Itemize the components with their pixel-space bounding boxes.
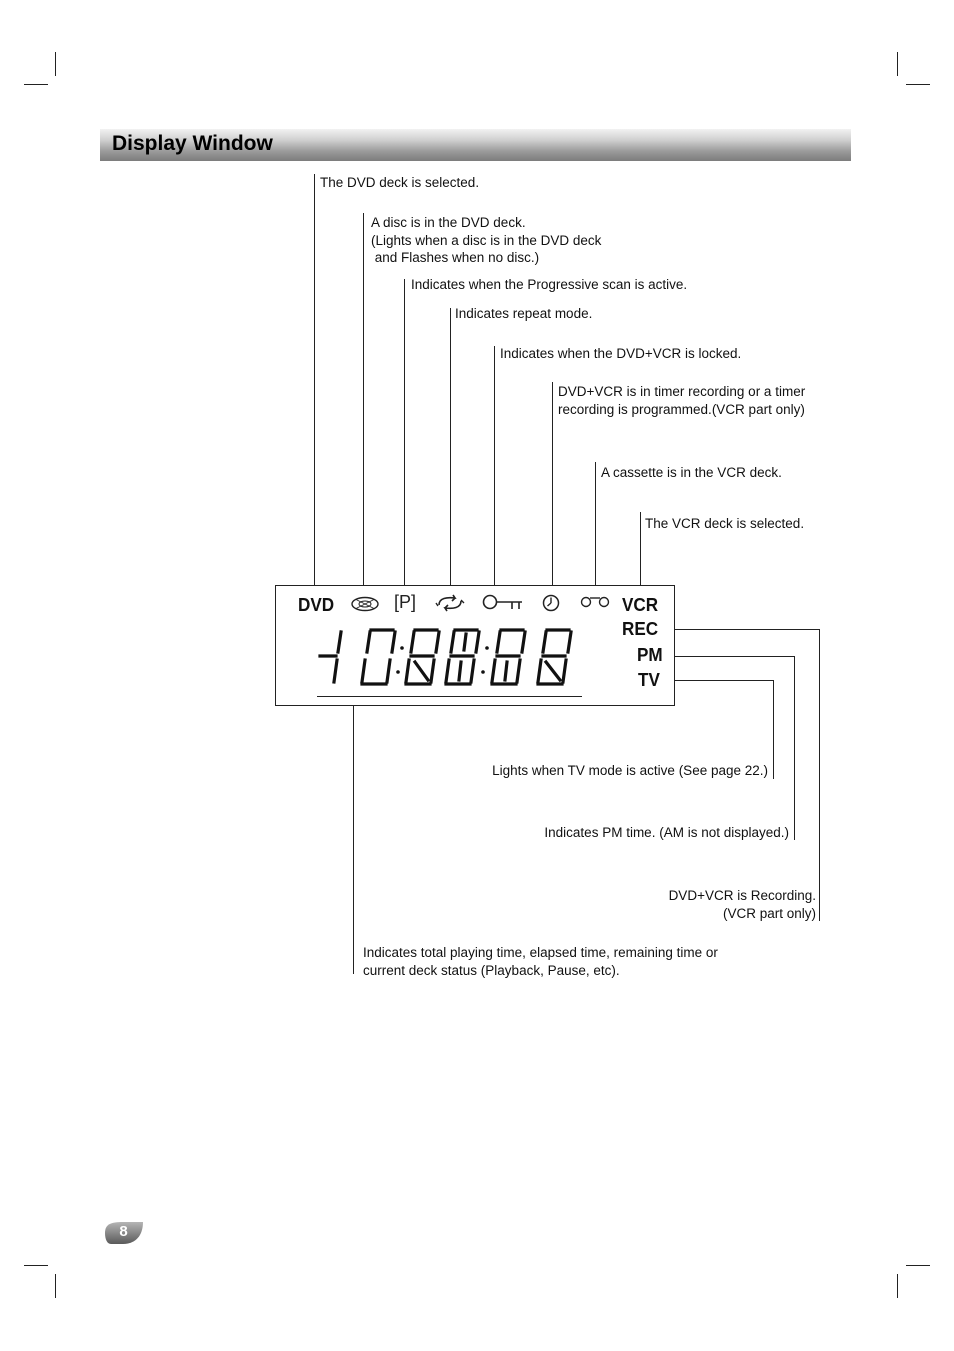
progressive-indicator: [P]	[394, 592, 417, 612]
leader-line	[773, 680, 774, 779]
leader-line	[494, 346, 495, 594]
crop-mark	[897, 1274, 898, 1298]
leader-line	[819, 629, 820, 921]
callout-dvd-selected: The DVD deck is selected.	[320, 175, 480, 190]
callout-playing-time: Indicates total playing time, elapsed time, remaining time or current deck status (Playback, Pause, etc).	[363, 945, 718, 978]
leader-line	[794, 656, 795, 840]
disc-icon	[350, 596, 380, 612]
leader-line	[363, 213, 364, 595]
callout-disc-in: A disc is in the DVD deck. (Lights when a disc is in the DVD deck and Flashes when no disc.)	[371, 215, 602, 265]
callout-progressive: Indicates when the Progressive scan is active.	[411, 277, 688, 292]
leader-line	[552, 382, 553, 594]
callout-vcr-selected: The VCR deck is selected.	[645, 516, 805, 531]
display-window	[275, 585, 675, 706]
leader-line	[665, 629, 820, 630]
leader-line	[665, 680, 774, 681]
leader-line	[404, 279, 405, 594]
crop-mark	[897, 52, 898, 76]
clock-icon	[542, 594, 560, 612]
vcr-indicator: VCR	[622, 595, 659, 615]
crop-mark	[906, 1265, 930, 1266]
crop-mark	[55, 1274, 56, 1298]
callout-locked: Indicates when the DVD+VCR is locked.	[500, 346, 742, 361]
section-header	[100, 129, 851, 161]
page-title: Display Window	[112, 132, 273, 155]
pm-indicator: PM	[637, 645, 663, 665]
cassette-icon	[580, 595, 610, 609]
key-icon	[482, 594, 524, 612]
leader-line	[665, 656, 795, 657]
callout-tv-mode: Lights when TV mode is active (See page 22.)	[492, 763, 768, 778]
crop-mark	[24, 84, 48, 85]
tv-indicator: TV	[638, 670, 660, 690]
crop-mark	[55, 52, 56, 76]
leader-line	[353, 697, 354, 974]
seven-segment-readout	[316, 626, 586, 698]
callout-cassette: A cassette is in the VCR deck.	[601, 465, 782, 480]
status-bar-segment	[317, 696, 582, 697]
dvd-indicator: DVD	[298, 595, 335, 615]
callout-pm-time: Indicates PM time. (AM is not displayed.)	[544, 825, 789, 840]
crop-mark	[906, 84, 930, 85]
leader-line	[595, 462, 596, 594]
leader-line	[640, 512, 641, 596]
leader-line	[314, 174, 315, 594]
repeat-icon	[435, 594, 465, 612]
rec-indicator: REC	[622, 619, 659, 639]
leader-line	[450, 308, 451, 594]
callout-repeat: Indicates repeat mode.	[455, 306, 593, 321]
page-number-badge	[103, 1221, 144, 1245]
crop-mark	[24, 1265, 48, 1266]
callout-recording: DVD+VCR is Recording. (VCR part only)	[668, 888, 816, 921]
page-number: 8	[119, 1223, 128, 1240]
callout-timer: DVD+VCR is in timer recording or a timer recording is programmed.(VCR part only)	[558, 384, 806, 417]
